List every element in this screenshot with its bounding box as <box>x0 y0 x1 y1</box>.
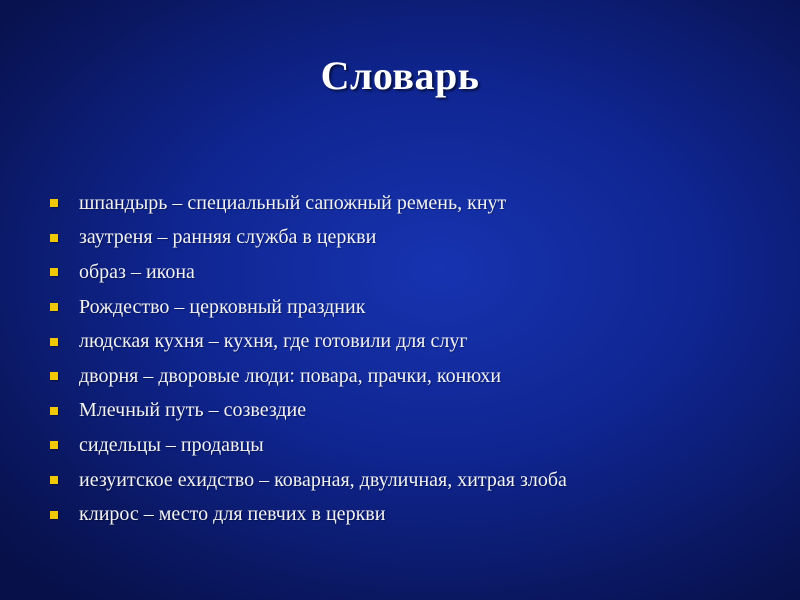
vocabulary-list <box>50 186 770 532</box>
list-item-text: иезуитское ехидство – коварная, двуличная, хитрая злоба <box>79 468 567 491</box>
list-item-text: сидельцы – продавцы <box>79 433 264 456</box>
list-item-text: людская кухня – кухня, где готовили для слуг <box>79 330 468 353</box>
list-item-text: заутреня – ранняя служба в церкви <box>79 226 377 249</box>
list-item <box>50 497 770 532</box>
square-bullet-icon <box>50 476 58 484</box>
list-item-text: Млечный путь – созвездие <box>79 399 307 422</box>
square-bullet-icon <box>50 199 58 207</box>
list-item <box>50 394 770 429</box>
list-item-text: образ – икона <box>79 260 195 283</box>
square-bullet-icon <box>50 338 58 346</box>
list-item <box>50 290 770 325</box>
slide-title: Словарь <box>320 53 480 98</box>
square-bullet-icon <box>50 303 58 311</box>
square-bullet-icon <box>50 441 58 449</box>
list-item <box>50 463 770 498</box>
square-bullet-icon <box>50 234 58 242</box>
list-item <box>50 359 770 394</box>
square-bullet-icon <box>50 268 58 276</box>
list-item-text: Рождество – церковный праздник <box>79 295 366 318</box>
list-item-text: шпандырь – специальный сапожный ремень, кнут <box>79 191 507 214</box>
list-item <box>50 221 770 256</box>
list-item <box>50 186 770 221</box>
list-item-text: клирос – место для певчих в церкви <box>79 503 386 526</box>
square-bullet-icon <box>50 511 58 519</box>
list-item <box>50 255 770 290</box>
list-item <box>50 428 770 463</box>
list-item <box>50 324 770 359</box>
square-bullet-icon <box>50 407 58 415</box>
square-bullet-icon <box>50 372 58 380</box>
list-item-text: дворня – дворовые люди: повара, прачки, конюхи <box>79 364 502 387</box>
